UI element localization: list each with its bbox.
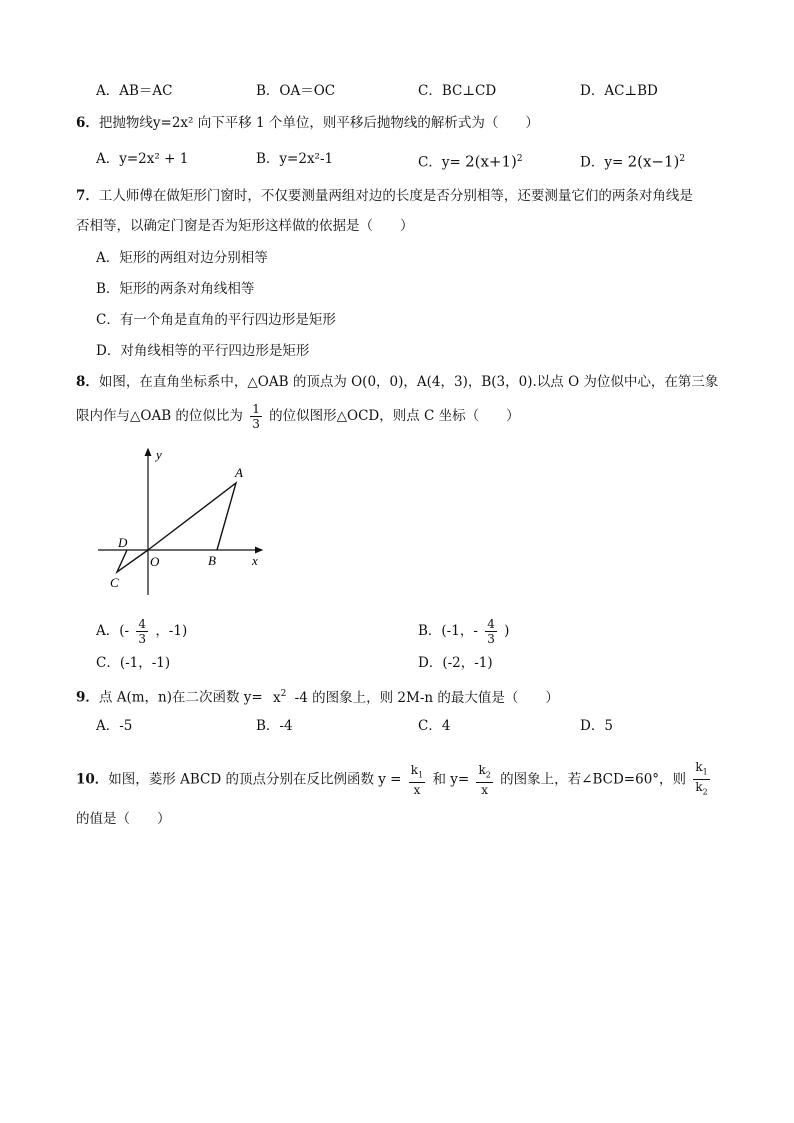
label-d: D [118, 535, 128, 550]
q10-f1-denominator: x [413, 783, 421, 798]
q6-option-c-exp: 2 [516, 154, 523, 164]
q7-number: 7． [76, 188, 99, 204]
q10-stem-pre: 如图，菱形 ABCD 的顶点分别在反比例函数 y = [108, 771, 402, 788]
q8-ratio-denominator: 3 [252, 417, 260, 431]
q9-option-b: B．-4 [256, 718, 293, 734]
q6-option-c [418, 150, 523, 172]
q10-f3-dsub: 2 [702, 787, 708, 797]
q10-f3-numerator [693, 760, 709, 780]
q10-stem-post: 的图象上，若∠BCD=60°，则 [500, 771, 687, 788]
q10-f1-k: k [410, 762, 419, 777]
q8-stem-text1: 如图，在直角坐标系中，△OAB 的顶点为 O(0，0)，A(4，3)，B(3，0).以点 O 为位似中心，在第三象 [98, 374, 719, 390]
q7-stem-line2: 否相等，以确定门窗是否为矩形这样做的依据是（ ） [76, 218, 414, 234]
q9-x: x [273, 689, 281, 706]
q8-stem-post: 的位似图形△OCD，则点 C 坐标（ ） [269, 408, 520, 424]
q10-fraction-k1-x [409, 763, 425, 797]
label-c: C [110, 575, 119, 590]
q6-option-a: A．y=2x² + 1 [96, 151, 189, 167]
q8-option-b-fraction [485, 617, 497, 646]
q6-option-c-expr: 2(x+1) [465, 152, 517, 171]
q10-number: 10． [76, 771, 109, 788]
q8-option-b-denominator: 3 [487, 632, 495, 646]
q7-option-b: B．矩形的两条对角线相等 [96, 281, 255, 297]
q8-option-c: C．(-1，-1) [96, 655, 171, 671]
label-x: x [252, 553, 258, 568]
q7-stem-text1: 工人师傅在做矩形门窗时，不仅要测量两组对边的长度是否分别相等，还要测量它们的两条对角线是 [98, 188, 693, 204]
q8-option-b [418, 617, 509, 646]
q8-stem-pre: 限内作与△OAB 的位似比为 [76, 408, 243, 424]
q10-fraction-k1-k2 [693, 760, 709, 800]
q8-ratio-numerator: 1 [252, 402, 260, 416]
q8-option-d: D．(-2，-1) [418, 655, 493, 671]
q10-f3-denominator [693, 780, 709, 799]
q10-stem-line2: 的值是（ ） [76, 811, 171, 827]
q8-option-a-fraction [136, 617, 148, 646]
q8-option-b-pre: B．(-1，- [418, 623, 478, 639]
q8-stem-line2 [76, 402, 520, 431]
q7-option-d: D．对角线相等的平行四边形是矩形 [96, 343, 310, 359]
q9-option-c: C．4 [418, 718, 451, 734]
q9-stem-post: -4 的图象上，则 2M-n 的最大值是（ ） [294, 689, 559, 706]
q8-option-b-numerator: 4 [487, 617, 495, 631]
q9-exp: 2 [280, 689, 287, 699]
q5-option-d: D．AC⊥BD [580, 83, 658, 99]
q10-mid: 和 y= [432, 771, 470, 788]
q6-stem [76, 114, 539, 132]
q8-option-b-post: ) [504, 623, 510, 639]
q8-option-a-post: ，-1) [155, 623, 188, 639]
q5-option-b: B．OA＝OC [256, 83, 336, 99]
q5-option-a: A．AB＝AC [96, 83, 173, 99]
q10-f2-denominator: x [481, 783, 489, 798]
q7-option-c: C．有一个角是直角的平行四边形是矩形 [96, 312, 336, 328]
q8-stem-line1 [76, 373, 718, 391]
label-b: B [208, 553, 216, 568]
q9-number: 9． [76, 689, 99, 706]
q9-stem-pre: 点 A(m，n)在二次函数 y= [98, 689, 263, 706]
triangle-ocd [117, 550, 148, 572]
q8-option-a-pre: A．(- [96, 623, 130, 639]
q6-stem-text: 把抛物线y=2x² 向下平移 1 个单位，则平移后抛物线的解析式为（ ） [98, 115, 539, 131]
q10-f1-numerator [409, 763, 425, 783]
q8-ratio-fraction [250, 402, 262, 431]
q10-fraction-k2-x [476, 763, 492, 797]
q6-option-d [580, 150, 685, 172]
q6-option-c-prefix: C．y= [418, 154, 461, 171]
q6-option-d-prefix: D．y= [580, 154, 624, 171]
q8-number: 8． [76, 374, 99, 390]
q10-stem-line1 [76, 760, 713, 800]
q10-f1-sub: 1 [418, 770, 424, 780]
q9-option-d: D．5 [580, 718, 613, 734]
q6-option-d-expr: 2(x−1) [627, 152, 680, 171]
q10-f2-sub: 2 [485, 770, 491, 780]
q9-option-a: A．-5 [96, 718, 133, 734]
q9-stem [76, 685, 559, 707]
q6-option-b: B．y=2x²-1 [256, 151, 334, 167]
q7-stem-line1 [76, 187, 693, 205]
q7-option-a: A．矩形的两组对边分别相等 [96, 250, 268, 266]
q8-figure [90, 445, 280, 605]
q10-f3-nsub: 1 [702, 767, 708, 777]
q8-option-a-denominator: 3 [138, 632, 147, 646]
q10-f2-k: k [478, 762, 486, 777]
label-a: A [235, 465, 243, 480]
q5-option-c: C．BC⊥CD [418, 83, 497, 99]
q10-f2-numerator [476, 763, 492, 783]
label-y: y [156, 447, 162, 462]
q6-option-d-exp: 2 [679, 154, 686, 164]
q10-f3-k2: k [695, 780, 703, 795]
q6-number: 6． [76, 115, 99, 131]
q8-option-a [96, 617, 187, 646]
q8-option-a-numerator: 4 [138, 617, 147, 631]
q10-f3-k1: k [695, 760, 703, 774]
triangle-oab [148, 483, 236, 550]
label-o: O [150, 554, 160, 569]
